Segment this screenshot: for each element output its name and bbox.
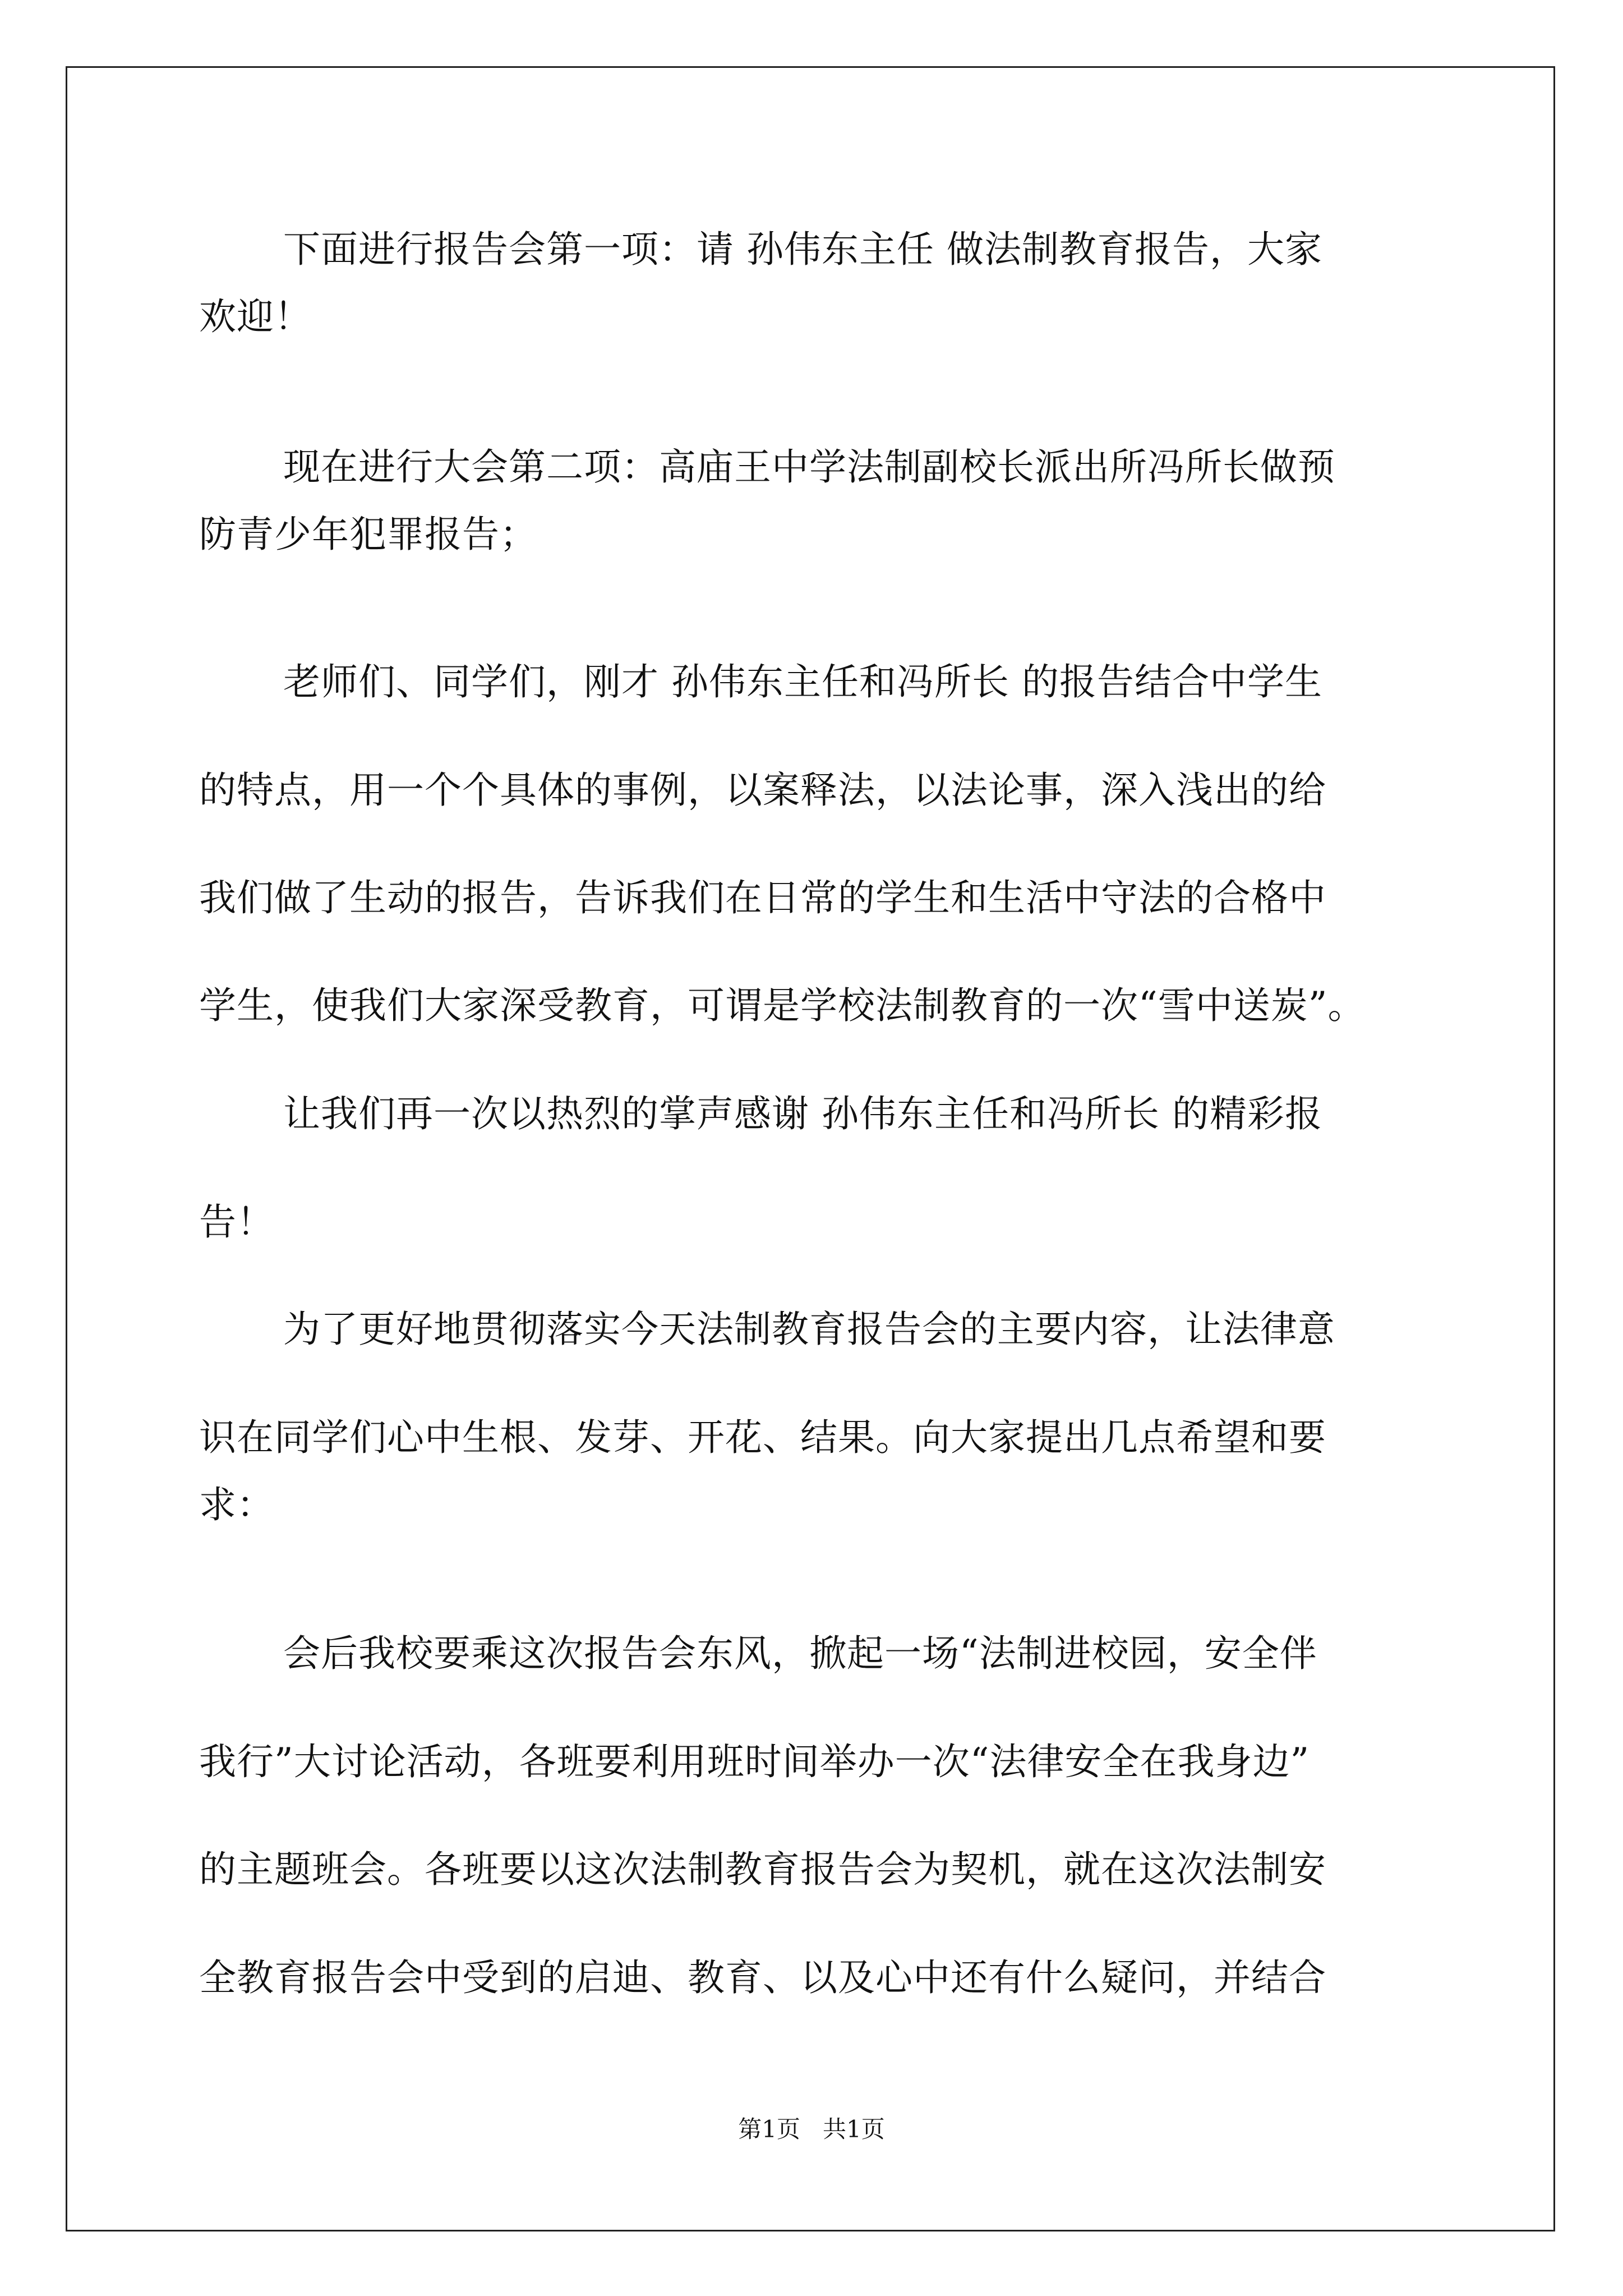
text-line-7: 我们做了生动的报告，告诉我们在日常的学生和生活中守法的合格中 — [199, 876, 1326, 919]
text-line-15: 我行”大讨论活动，各班要利用班时间举办一次“法律安全在我身边” — [199, 1740, 1310, 1783]
text-line-9: 让我们再一次以热烈的掌声感谢 孙伟东主任和冯所长 的精彩报 — [283, 1092, 1322, 1135]
text-line-2: 欢迎！ — [199, 295, 312, 338]
text-line-11: 为了更好地贯彻落实今天法制教育报告会的主要内容，让法律意 — [283, 1308, 1335, 1351]
text-line-5: 老师们、同学们，刚才 孙伟东主任和冯所长 的报告结合中学生 — [283, 660, 1322, 703]
text-line-8: 学生，使我们大家深受教育，可谓是学校法制教育的一次“雪中送炭”。 — [199, 984, 1366, 1027]
text-line-4: 防青少年犯罪报告； — [199, 513, 537, 556]
text-line-3: 现在进行大会第二项：高庙王中学法制副校长派出所冯所长做预 — [283, 445, 1335, 489]
text-line-1: 下面进行报告会第一项：请 孙伟东主任 做法制教育报告，大家 — [283, 228, 1322, 271]
page-border — [66, 66, 1555, 2231]
text-line-17: 全教育报告会中受到的启迪、教育、以及心中还有什么疑问，并结合 — [199, 1956, 1326, 1999]
text-line-16: 的主题班会。各班要以这次法制教育报告会为契机，就在这次法制安 — [199, 1848, 1326, 1891]
text-line-10: 告！ — [199, 1200, 274, 1244]
text-line-14: 会后我校要乘这次报告会东风，掀起一场“法制进校园，安全伴 — [283, 1632, 1317, 1675]
text-line-13: 求： — [199, 1483, 274, 1526]
page-number-footer: 第1页 共1页 — [738, 2115, 885, 2143]
text-line-12: 识在同学们心中生根、发芽、开花、结果。向大家提出几点希望和要 — [199, 1416, 1326, 1459]
text-line-6: 的特点，用一个个具体的事例，以案释法，以法论事，深入浅出的给 — [199, 769, 1326, 812]
